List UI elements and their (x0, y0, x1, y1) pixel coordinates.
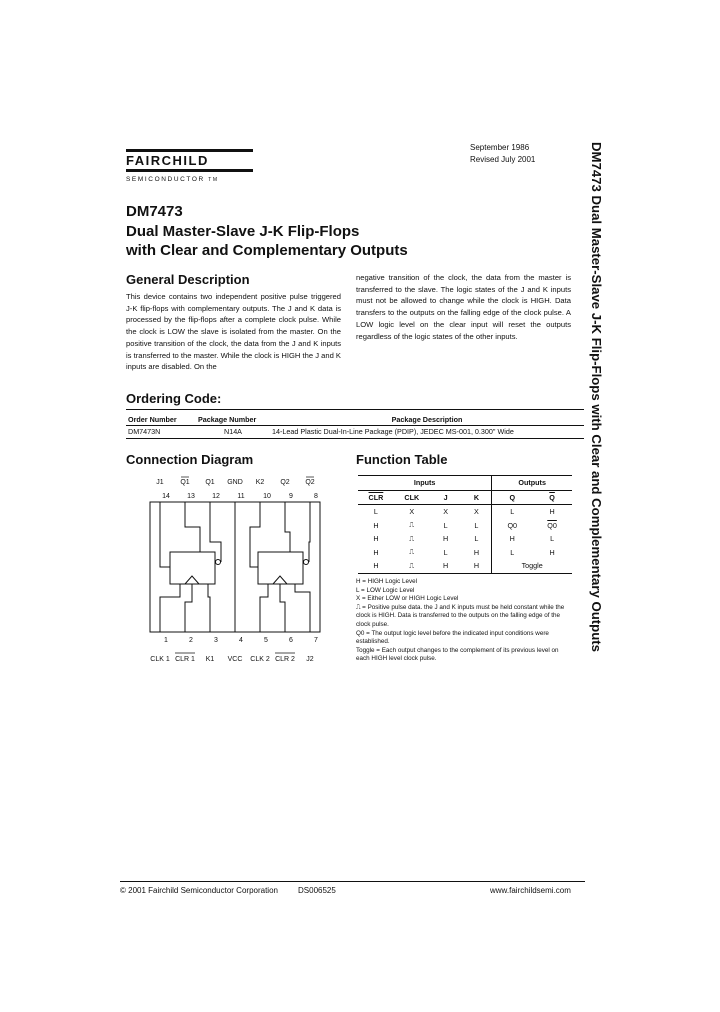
top-label-6: Q2 (280, 479, 290, 486)
function-table-heading: Function Table (356, 452, 448, 467)
footer-ds: DS006525 (298, 886, 336, 895)
side-title (586, 142, 608, 702)
bottom-label-4: VCC (227, 656, 243, 663)
table-row (358, 519, 572, 533)
general-col1: This device contains two independent positive pulse triggered J-K flip-flops with complementary outputs. The J and K data is processed by the flip-flops after a complete clock pulse. While the clock is LOW the slave is isolated from the master. On the positive transition of the clock, the data from the J and K inputs is transferred to the master. While the clock is HIGH the J and K inputs are disabled. On the (126, 292, 341, 372)
ft-cell: ⎍ (409, 547, 415, 557)
top-pin-13: 13 (187, 493, 195, 500)
top-label-2: Q1 (180, 479, 190, 486)
bottom-pin-4: 4 (239, 637, 243, 644)
side-title-text: DM7473 Dual Master-Slave J-K Flip-Flops with Clear and Complementary Outputs (589, 142, 604, 653)
package-description-header: Package Description (270, 414, 584, 426)
top-pin-11: 11 (237, 493, 245, 500)
function-table-notes (356, 578, 572, 664)
part-number: DM7473 (126, 203, 183, 220)
ft-cell: H (373, 520, 379, 530)
ft-col-clr: $\overline{CLR}$ (368, 492, 384, 502)
table-row (358, 559, 572, 573)
fairchild-logo (126, 149, 256, 183)
ft-cell: X (409, 507, 415, 517)
ordering-table (126, 414, 584, 437)
package-number-cell: N14A (224, 427, 242, 436)
order-number-header: Order Number (126, 414, 196, 426)
ft-cell: Toggle (521, 561, 543, 571)
top-label-7: Q2 (305, 479, 315, 486)
ft-outputs-group: Outputs (492, 476, 572, 491)
top-label-1: J1 (156, 479, 164, 486)
ft-col-k: K (462, 490, 492, 505)
ft-cell: H (549, 507, 555, 517)
wire-k1 (208, 584, 210, 632)
general-col2: negative transition of the clock, the data from the master is transferred to the slave. The logic states of the J and K inputs must not be allowed to change while the clock is HIGH. Data transfers to the outputs on the falling edge of the clock pulse. A LOW logic level on the clear input will reset the outputs regardless of the logic states of the other inputs. (356, 273, 571, 341)
table-row (126, 426, 584, 438)
logo-name: FAIRCHILD (126, 153, 209, 168)
ft-cell: L (462, 519, 492, 533)
top-pin-10: 10 (263, 493, 271, 500)
wire-j1 (160, 502, 170, 567)
ft-cell: Q0 (547, 520, 557, 530)
ft-cell: H (549, 547, 555, 557)
bottom-label-3: K1 (205, 656, 215, 663)
ft-cell: L (443, 547, 448, 557)
ft-cell: H (373, 561, 379, 571)
ft-cell: H (509, 534, 515, 544)
top-pin-12: 12 (212, 493, 220, 500)
ordering-header-row (126, 414, 584, 426)
note-q0: Q0 = The output logic level before the indicated input conditions were established. (356, 629, 549, 646)
package-description-cell: 14-Lead Plastic Dual-In-Line Package (PDIP), JEDEC MS-001, 0.300" Wide (272, 427, 514, 436)
ff1-clk-triangle (185, 576, 199, 584)
logo-bar-top (126, 149, 253, 152)
top-label-5: K2 (255, 479, 265, 486)
ft-group-row (358, 476, 572, 491)
table-row (358, 532, 572, 546)
bottom-pin-6: 6 (289, 637, 293, 644)
wire-j2 (295, 584, 310, 632)
dates (470, 142, 535, 166)
ordering-bottom-rule (126, 438, 584, 439)
wire-q1bar (185, 502, 200, 552)
flipflop-1-block (170, 552, 215, 584)
ordering-heading: Ordering Code: (126, 391, 222, 406)
ft-cell: ⎍ (409, 533, 415, 543)
ff2-bubble (304, 560, 309, 565)
ft-cell: L (510, 547, 515, 557)
top-pin-8: 8 (314, 493, 318, 500)
bottom-label-5: CLK 2 (250, 656, 270, 663)
order-number-cell: DM7473N (128, 427, 161, 436)
ft-cell: H (442, 561, 449, 571)
bottom-label-6: CLR 2 (275, 656, 295, 663)
note-high: H = HIGH Logic Level (356, 578, 418, 585)
logo-bar-bottom (126, 169, 253, 172)
wire-q2 (309, 502, 310, 562)
wire-clk1 (160, 584, 180, 632)
ft-cell: H (442, 534, 449, 544)
title-line-1: Dual Master-Slave J-K Flip-Flops (126, 223, 360, 240)
wire-clk2 (260, 584, 268, 632)
general-heading: General Description (126, 272, 250, 287)
ft-cell: L (550, 534, 555, 544)
ordering-top-rule (126, 409, 584, 410)
note-pulse: ⎍ = Positive pulse data. the J and K inputs must be held constant while the clock is HIGH. Data is transferred to the outputs on the falling edge of the clock pulse. (356, 603, 565, 628)
ft-cell: H (462, 546, 492, 560)
connection-heading: Connection Diagram (126, 452, 254, 467)
ff1-bubble (216, 560, 221, 565)
ft-cell: H (373, 534, 379, 544)
note-x: X = Either LOW or HIGH Logic Level (356, 595, 459, 603)
bottom-label-7: J2 (306, 656, 314, 663)
table-row (358, 505, 572, 519)
ft-cell: L (373, 507, 378, 517)
page-title (126, 222, 466, 260)
wire-clr1 (185, 584, 192, 632)
top-label-3: Q1 (205, 479, 215, 486)
note-low: L = LOW Logic Level (356, 586, 415, 594)
bottom-label-1: CLK 1 (150, 656, 170, 663)
ft-col-clk: CLK (404, 492, 420, 502)
ff2-clk-triangle (273, 576, 287, 584)
ft-col-q: Q (509, 492, 516, 502)
top-label-4: GND (227, 479, 243, 486)
bottom-pin-1: 1 (164, 637, 168, 644)
ft-inputs-group: Inputs (358, 476, 492, 491)
ft-cell: ⎍ (409, 520, 415, 530)
ft-cell: H (373, 547, 379, 557)
bottom-pin-7: 7 (314, 637, 318, 644)
wire-clr2 (280, 584, 285, 632)
original-date: September 1986 (470, 143, 530, 152)
function-table (358, 475, 572, 574)
top-pin-14: 14 (162, 493, 170, 500)
ft-cell: X (443, 507, 448, 517)
ft-col-qbar: $\overline{Q}$ (549, 492, 555, 502)
ft-cell: L (443, 520, 448, 530)
bottom-pin-2: 2 (189, 637, 193, 644)
ft-cell: H (462, 559, 492, 573)
wire-q2bar (285, 502, 290, 552)
ft-cell: L (462, 532, 492, 546)
note-toggle: Toggle = Each output changes to the complement of its previous level on each HIGH level clock pulse. (356, 646, 559, 663)
logo-sub: SEMICONDUCTOR TM (126, 176, 219, 183)
title-line-2: with Clear and Complementary Outputs (126, 242, 408, 259)
package-number-header: Package Number (196, 414, 270, 426)
bottom-pin-5: 5 (264, 637, 268, 644)
ft-cell: ⎍ (409, 560, 415, 570)
bottom-pin-3: 3 (214, 637, 218, 644)
footer-url[interactable]: www.fairchildsemi.com (490, 886, 571, 895)
ft-cell: L (510, 507, 515, 517)
ft-cell: Q0 (507, 520, 518, 530)
flipflop-2-block (258, 552, 303, 584)
connection-diagram-svg (140, 472, 340, 668)
table-row (358, 546, 572, 560)
ft-header-row (358, 490, 572, 505)
bottom-label-2: CLR 1 (175, 656, 195, 663)
ft-cell: X (462, 505, 492, 519)
revised-date: Revised July 2001 (470, 155, 536, 164)
top-pin-9: 9 (289, 493, 293, 500)
footer-copyright: © 2001 Fairchild Semiconductor Corporation (120, 886, 278, 895)
ft-col-j: J (443, 492, 448, 502)
footer-rule (120, 881, 585, 882)
